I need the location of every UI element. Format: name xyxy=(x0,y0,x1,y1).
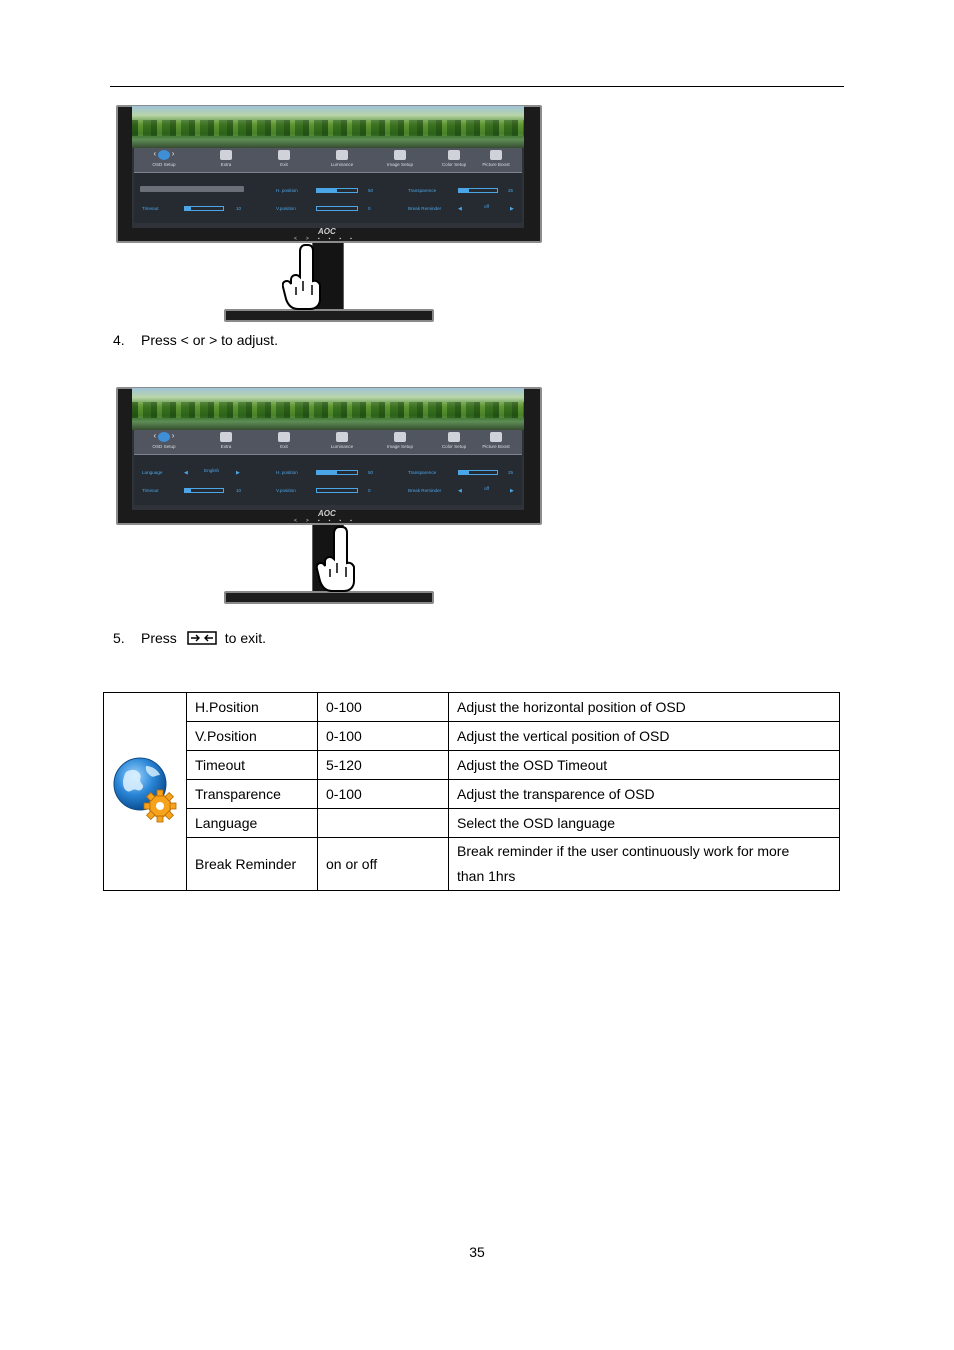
row-name: Break Reminder xyxy=(187,838,318,891)
v-position-slider[interactable] xyxy=(316,206,358,211)
row-name: H.Position xyxy=(187,693,318,722)
right-triangle-icon[interactable]: ▶ xyxy=(510,206,514,212)
bezel-buttons[interactable]: <>▪▪▪▪ xyxy=(294,236,361,242)
tab-color-setup[interactable]: Color Setup xyxy=(426,149,482,171)
osd-menu-bar xyxy=(134,430,522,455)
left-triangle-icon[interactable]: ◀ xyxy=(458,206,462,212)
tab-extra[interactable]: Extra xyxy=(198,431,254,453)
transparence-label: Transparence xyxy=(408,188,437,193)
tab-arrows-icon: ‹ › xyxy=(153,431,175,440)
tools-icon xyxy=(220,150,232,160)
tab-luminance[interactable]: Luminance xyxy=(314,431,370,453)
exit-door-icon xyxy=(278,432,290,442)
row-range: 5-120 xyxy=(318,751,449,780)
break-reminder-label: Break Reminder xyxy=(408,488,442,493)
picture-boost-icon xyxy=(490,150,502,160)
v-position-value: 0 xyxy=(368,488,371,493)
tab-arrows-icon: ‹ › xyxy=(153,149,175,158)
row-description: Break reminder if the user continuously work for more than 1hrs xyxy=(449,838,840,891)
monitor-screen xyxy=(132,106,524,228)
picture-boost-icon xyxy=(490,432,502,442)
tab-exit[interactable]: Exit xyxy=(256,149,312,171)
tab-image-setup[interactable]: Image Setup xyxy=(372,431,428,453)
table-row xyxy=(104,751,840,780)
tools-icon xyxy=(220,432,232,442)
monitor-illustration-1 xyxy=(116,105,542,325)
sun-icon xyxy=(336,432,348,442)
break-reminder-value: off xyxy=(484,486,490,491)
table-icon-cell xyxy=(104,693,187,891)
break-reminder-value: off xyxy=(484,204,490,209)
header-rule xyxy=(110,86,844,87)
bezel-buttons[interactable]: <>▪▪▪▪ xyxy=(294,518,361,524)
row-range: on or off xyxy=(318,838,449,891)
h-position-slider[interactable] xyxy=(316,470,358,475)
row-description: Adjust the vertical position of OSD xyxy=(449,722,840,751)
transparence-value: 25 xyxy=(508,188,514,193)
table-row xyxy=(104,722,840,751)
table-row xyxy=(104,809,840,838)
color-dots-icon xyxy=(448,150,460,160)
step-4-instruction: 4. Press < or > to adjust. xyxy=(113,332,278,348)
globe-gear-icon xyxy=(112,756,178,824)
table-row xyxy=(104,838,840,891)
tab-exit[interactable]: Exit xyxy=(256,431,312,453)
right-triangle-icon[interactable]: ▶ xyxy=(510,488,514,494)
row-range: 0-100 xyxy=(318,693,449,722)
tab-extra[interactable]: Extra xyxy=(198,149,254,171)
table-row xyxy=(104,780,840,809)
row-description: Adjust the horizontal position of OSD xyxy=(449,693,840,722)
timeout-value: 10 xyxy=(236,488,242,493)
row-range: 0-100 xyxy=(318,780,449,809)
row-description: Adjust the OSD Timeout xyxy=(449,751,840,780)
timeout-value: 10 xyxy=(236,206,242,211)
tab-luminance[interactable]: Luminance xyxy=(314,149,370,171)
osd-settings-panel xyxy=(134,173,522,223)
row-range xyxy=(318,809,449,838)
osd-menu-bar xyxy=(134,148,522,173)
monitor-stand-base xyxy=(224,309,434,322)
table-row xyxy=(104,693,840,722)
v-position-label: V.position xyxy=(276,206,296,211)
v-position-label: V.position xyxy=(276,488,296,493)
h-position-value: 50 xyxy=(368,188,374,193)
timeout-label: Timeout xyxy=(142,206,159,211)
h-position-slider[interactable] xyxy=(316,188,358,193)
transparence-label: Transparence xyxy=(408,470,437,475)
monitor-illustration-2 xyxy=(116,387,542,607)
v-position-slider[interactable] xyxy=(316,488,358,493)
language-row-highlight xyxy=(140,186,244,192)
timeout-label: Timeout xyxy=(142,488,159,493)
transparence-slider[interactable] xyxy=(458,188,498,193)
timeout-slider[interactable] xyxy=(184,488,224,493)
left-triangle-icon[interactable]: ◀ xyxy=(184,470,188,476)
language-value: English xyxy=(204,468,220,473)
row-name: Timeout xyxy=(187,751,318,780)
image-setup-icon xyxy=(394,150,406,160)
row-description: Adjust the transparence of OSD xyxy=(449,780,840,809)
image-setup-icon xyxy=(394,432,406,442)
wallpaper-landscape xyxy=(132,106,524,148)
osd-settings-panel xyxy=(134,455,522,505)
h-position-label: H. position xyxy=(276,188,298,193)
brand-logo: AOC xyxy=(318,509,336,518)
language-label: Language xyxy=(142,470,163,475)
step-5-instruction: 5. Press to exit. xyxy=(113,630,267,646)
row-name: Transparence xyxy=(187,780,318,809)
tab-picture-boost[interactable]: Picture Boost xyxy=(468,149,524,171)
tab-image-setup[interactable]: Image Setup xyxy=(372,149,428,171)
exit-door-icon xyxy=(278,150,290,160)
color-dots-icon xyxy=(448,432,460,442)
page-number: 35 xyxy=(469,1244,485,1260)
h-position-label: H. position xyxy=(276,470,298,475)
pointing-hand-icon xyxy=(316,523,358,593)
h-position-value: 50 xyxy=(368,470,374,475)
tab-color-setup[interactable]: Color Setup xyxy=(426,431,482,453)
break-reminder-label: Break Reminder xyxy=(408,206,442,211)
sun-icon xyxy=(336,150,348,160)
transparence-value: 25 xyxy=(508,470,514,475)
tab-osd-setup[interactable]: ‹ › OSD Setup xyxy=(136,149,192,171)
row-description: Select the OSD language xyxy=(449,809,840,838)
pointing-hand-icon xyxy=(282,241,324,311)
timeout-slider[interactable] xyxy=(184,206,224,211)
right-triangle-icon[interactable]: ▶ xyxy=(236,470,240,476)
row-name: V.Position xyxy=(187,722,318,751)
monitor-screen xyxy=(132,388,524,510)
exit-arrows-icon xyxy=(187,631,217,645)
row-range: 0-100 xyxy=(318,722,449,751)
left-triangle-icon[interactable]: ◀ xyxy=(458,488,462,494)
wallpaper-landscape xyxy=(132,388,524,430)
v-position-value: 0 xyxy=(368,206,371,211)
brand-logo: AOC xyxy=(318,227,336,236)
row-name: Language xyxy=(187,809,318,838)
osd-setup-table xyxy=(103,692,840,891)
tab-picture-boost[interactable]: Picture Boost xyxy=(468,431,524,453)
transparence-slider[interactable] xyxy=(458,470,498,475)
tab-osd-setup[interactable]: ‹ › OSD Setup xyxy=(136,431,192,453)
